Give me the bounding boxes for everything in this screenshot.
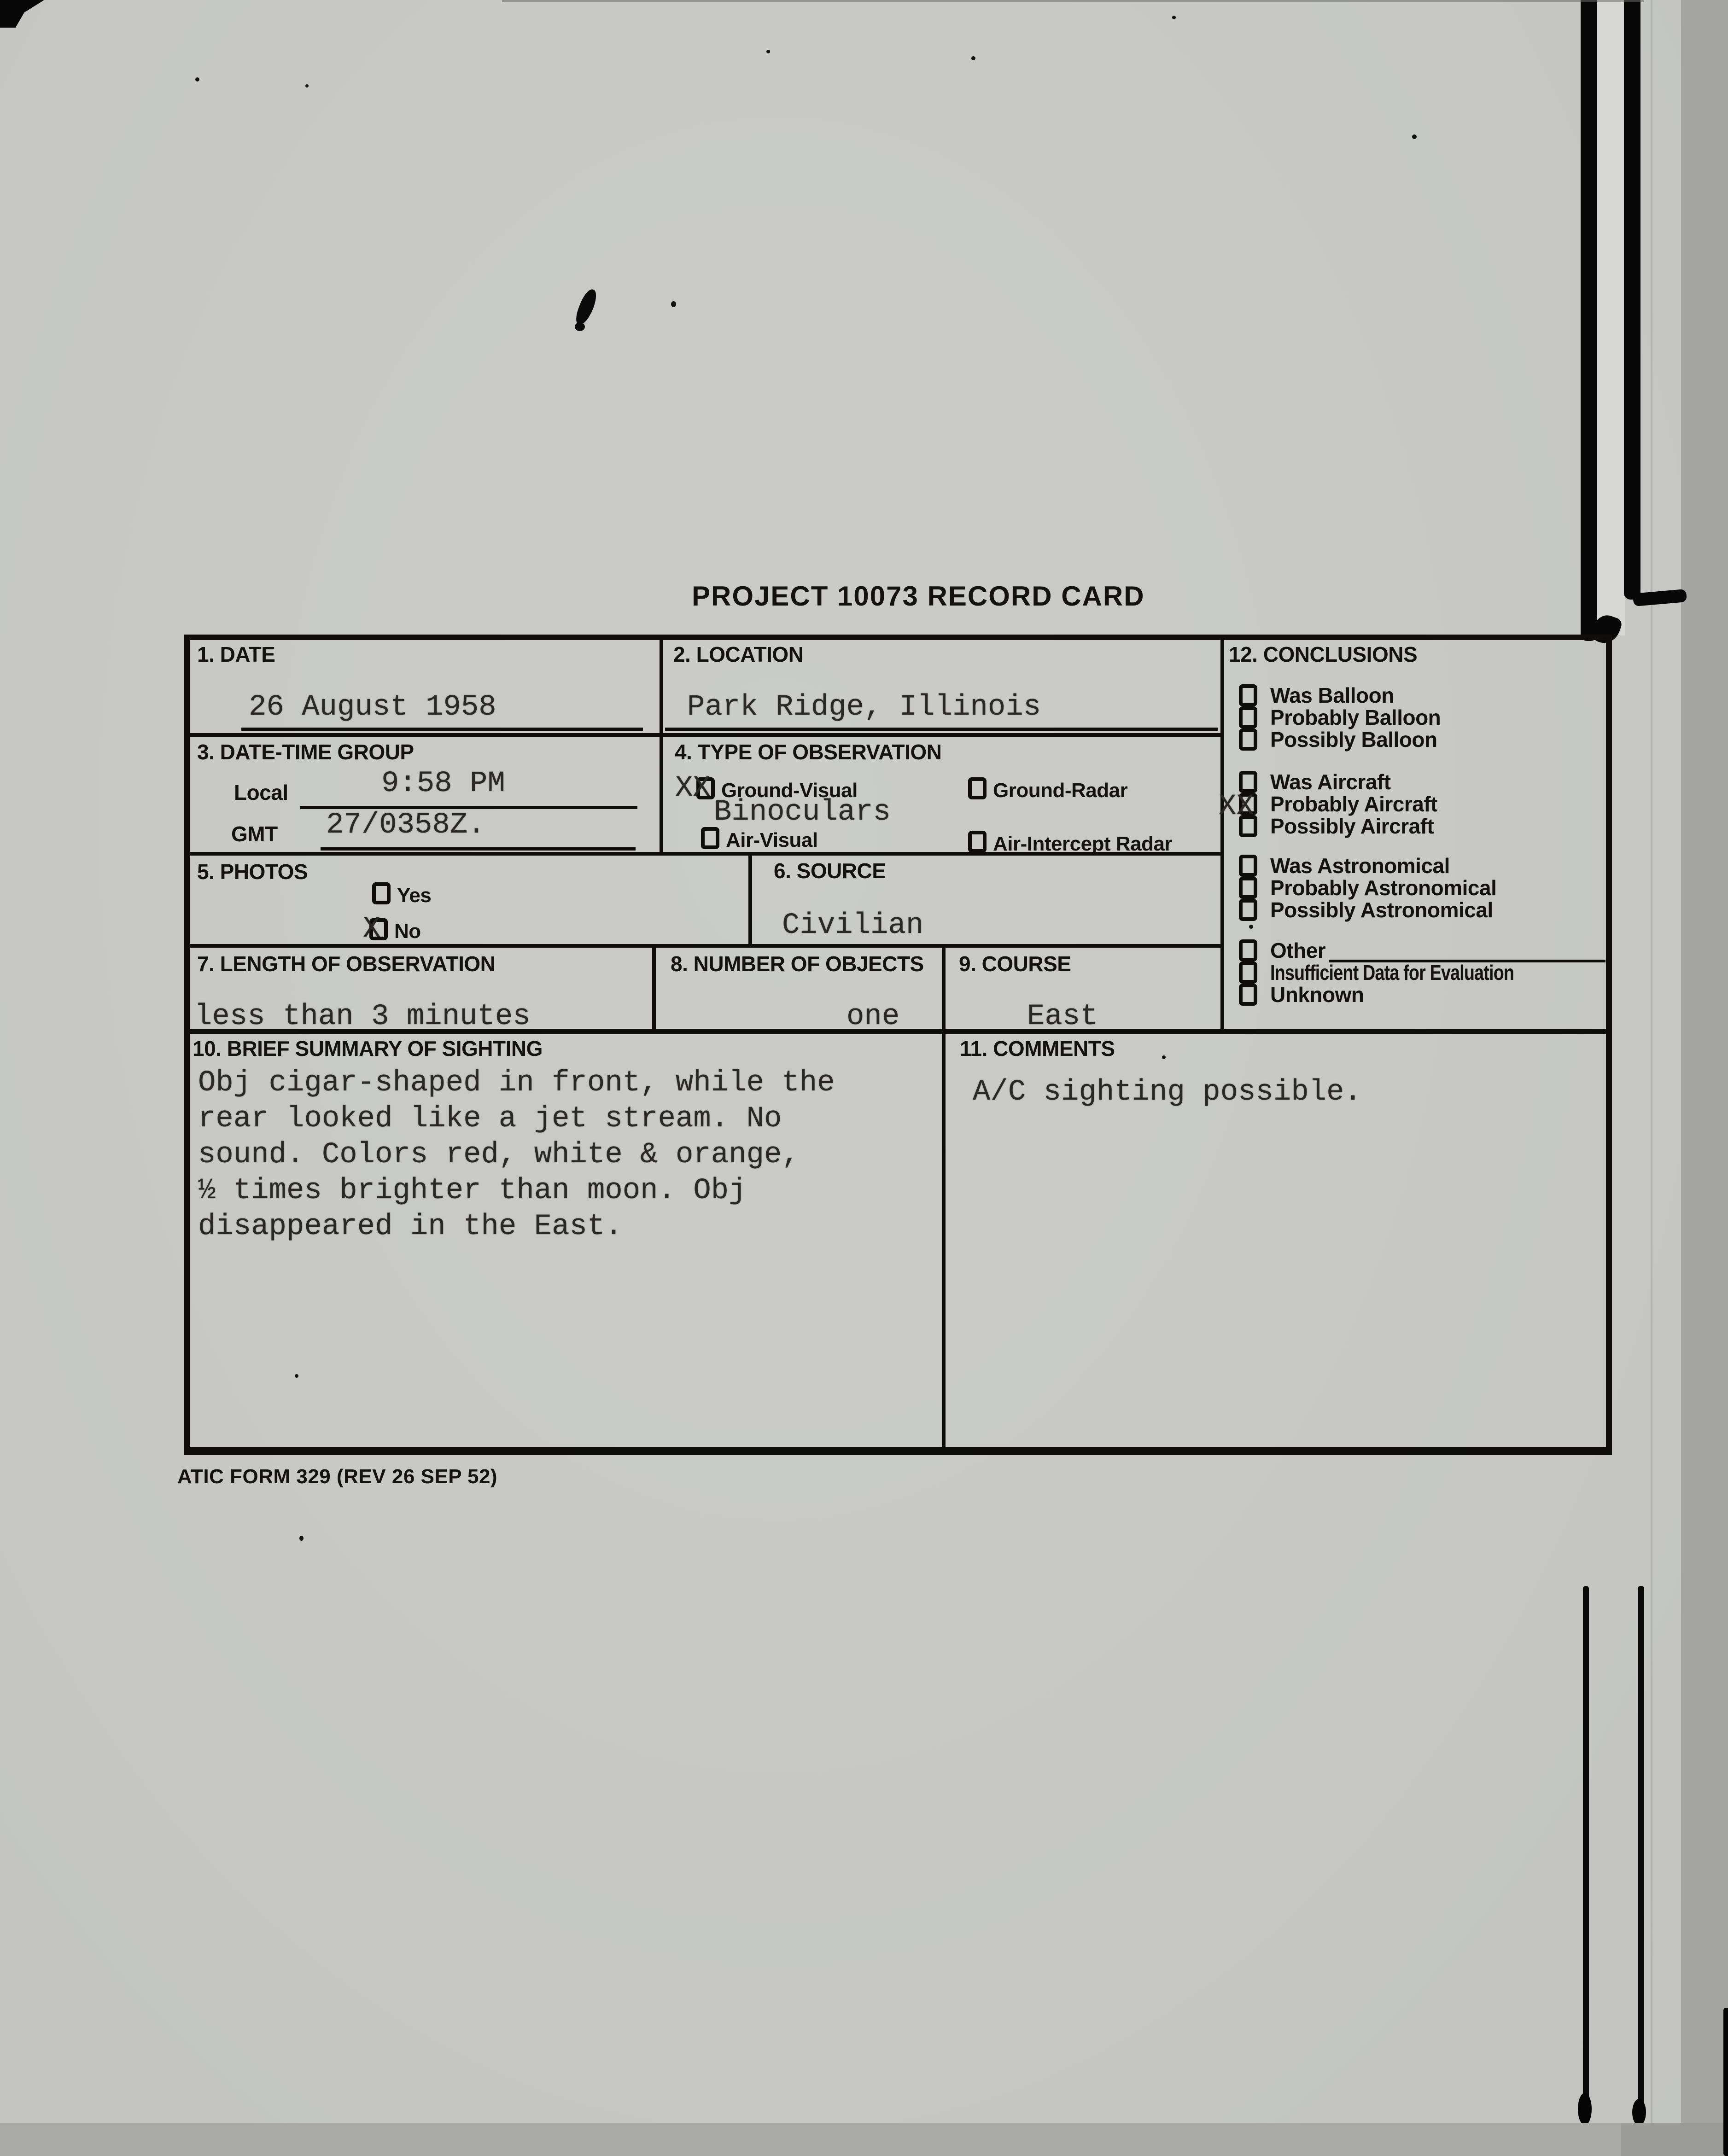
checkbox-ground-radar [968, 777, 987, 799]
page-title: PROJECT 10073 RECORD CARD [692, 581, 1145, 612]
form-number: ATIC FORM 329 (REV 26 SEP 52) [177, 1465, 498, 1488]
checkbox-icon [1239, 706, 1257, 728]
conclusion-item-probably-astronomical [1239, 877, 1496, 899]
dust-speck [671, 301, 676, 307]
comments-value: A/C sighting possible. [973, 1076, 1362, 1109]
length-of-observation-value: less than 3 minutes [194, 1000, 531, 1033]
local-time-value: 9:58 PM [381, 767, 505, 800]
length-of-observation-label: 7. LENGTH OF OBSERVATION [197, 952, 496, 976]
number-of-objects-value: one [846, 1000, 900, 1033]
film-scratch-blob [1578, 2093, 1592, 2125]
gmt-time-value: 27/0358Z. [326, 809, 485, 842]
card-border-right [1606, 635, 1612, 1455]
photos-no-label: No [394, 920, 421, 943]
checkbox-icon [1239, 728, 1257, 751]
conclusion-label: Possibly Astronomical [1270, 898, 1493, 922]
number-of-objects-label: 8. NUMBER OF OBJECTS [671, 952, 924, 976]
conclusion-label: Probably Balloon [1270, 705, 1441, 729]
dust-speck [1172, 16, 1176, 19]
gmt-underline [321, 847, 636, 851]
date-value: 26 August 1958 [249, 691, 496, 724]
checkbox-icon [1239, 771, 1257, 793]
corner-ink-blob [0, 0, 44, 28]
conclusion-item-possibly-aircraft [1239, 815, 1434, 837]
pen-stroke-dot [575, 322, 585, 331]
grid-line [1220, 635, 1224, 1032]
conclusion-item-unknown [1239, 984, 1364, 1006]
date-underline [241, 728, 643, 731]
film-strip-dash-artifact [1633, 589, 1687, 606]
grid-line [942, 944, 946, 1032]
checkbox-icon [1239, 877, 1257, 899]
photos-label: 5. PHOTOS [197, 860, 308, 884]
photos-yes-label: Yes [397, 884, 432, 907]
summary-line: rear looked like a jet stream. No [198, 1102, 782, 1136]
checkbox-air-visual [701, 827, 719, 849]
typed-xx-mark-ground-visual: XX [675, 772, 711, 805]
location-value: Park Ridge, Illinois [687, 691, 1041, 724]
checkbox-icon [1239, 899, 1257, 921]
conclusion-label: Was Aircraft [1270, 770, 1391, 794]
location-label: 2. LOCATION [673, 642, 804, 666]
conclusion-label: Insufficient Data for Evaluation [1270, 961, 1514, 985]
scan-edge-band [1681, 0, 1728, 2156]
grid-line [660, 635, 663, 855]
paper-edge-shadow [1651, 0, 1652, 2156]
pen-stroke-mark [573, 287, 599, 327]
source-label: 6. SOURCE [774, 859, 886, 883]
gmt-label: GMT [231, 822, 278, 846]
conclusion-label: Probably Aircraft [1270, 792, 1438, 816]
ground-visual-label: Ground-Visual [721, 779, 858, 802]
conclusion-item-was-aircraft [1239, 771, 1391, 793]
source-value: Civilian [782, 909, 924, 942]
summary-line: Obj cigar-shaped in front, while the [198, 1066, 835, 1100]
card-border-bottom [184, 1447, 1612, 1455]
conclusion-label: Probably Astronomical [1270, 876, 1497, 900]
date-label: 1. DATE [197, 642, 275, 666]
conclusion-label: Was Astronomical [1270, 854, 1450, 878]
grid-line [184, 733, 1223, 737]
air-intercept-radar-label: Air-Intercept Radar [993, 833, 1173, 855]
conclusion-label: Other [1270, 938, 1326, 962]
film-strip-bar-right [1624, 0, 1640, 600]
conclusion-item-was-astronomical [1239, 855, 1450, 877]
scan-top-line [502, 0, 1644, 2]
film-scratch-line [1638, 1586, 1644, 2123]
conclusion-label: Possibly Aircraft [1270, 814, 1434, 838]
dust-speck [971, 56, 975, 60]
film-scratch-blob [1632, 2099, 1646, 2126]
typed-x-mark-photos-no: X [363, 913, 381, 946]
dust-speck [299, 1536, 304, 1541]
type-of-observation-label: 4. TYPE OF OBSERVATION [675, 740, 942, 764]
summary-line: sound. Colors red, white & orange, [198, 1138, 800, 1171]
checkbox-air-intercept-radar [968, 831, 987, 853]
dust-speck [195, 77, 199, 82]
conclusion-item-probably-balloon [1239, 706, 1441, 728]
summary-line: ½ times brighter than moon. Obj [198, 1174, 747, 1207]
course-value: East [1027, 1000, 1098, 1033]
comments-label: 11. COMMENTS [960, 1037, 1115, 1061]
conclusion-item-insufficient-data [1239, 961, 1567, 984]
typed-xx-mark-probably-aircraft: XX [1219, 790, 1254, 823]
grid-line [942, 1029, 946, 1455]
card-border-top [184, 635, 1612, 640]
scan-bottom-band-dark [1621, 2123, 1728, 2156]
conclusions-label: 12. CONCLUSIONS [1229, 642, 1418, 666]
course-label: 9. COURSE [959, 952, 1071, 976]
checkbox-icon [1239, 939, 1257, 961]
record-card [184, 635, 1612, 1455]
dust-speck [1412, 134, 1417, 139]
conclusion-label: Unknown [1270, 983, 1364, 1007]
conclusion-item-probably-aircraft [1239, 793, 1437, 815]
air-visual-label: Air-Visual [726, 829, 818, 851]
location-underline [665, 728, 1218, 731]
film-strip-artifact [1596, 0, 1625, 635]
checkbox-icon [1239, 684, 1257, 706]
ground-radar-label: Ground-Radar [993, 779, 1128, 802]
grid-line [184, 944, 1223, 948]
scan-bottom-band [0, 2123, 1728, 2156]
checkbox-icon [1239, 984, 1257, 1006]
conclusion-label: Possibly Balloon [1270, 728, 1437, 752]
film-strip-bar-left [1581, 0, 1597, 641]
grid-line [748, 852, 752, 947]
brief-summary-label: 10. BRIEF SUMMARY OF SIGHTING [193, 1037, 543, 1061]
checkbox-icon [1239, 855, 1257, 877]
card-border-left [184, 635, 190, 1455]
checkbox-icon [1239, 961, 1257, 984]
grid-line [652, 944, 656, 1032]
date-time-group-label: 3. DATE-TIME GROUP [197, 740, 414, 764]
dust-speck [766, 50, 770, 53]
film-scratch-line [1583, 1586, 1589, 2123]
conclusion-label: Was Balloon [1270, 683, 1394, 707]
conclusion-item-possibly-balloon [1239, 728, 1437, 751]
conclusion-item-other [1239, 939, 1325, 961]
film-edge-artifact [1723, 2008, 1728, 2156]
summary-line: disappeared in the East. [198, 1210, 623, 1243]
checkbox-photos-yes [372, 882, 391, 904]
local-label: Local [234, 781, 288, 804]
conclusion-item-was-balloon [1239, 684, 1394, 706]
dust-speck [305, 84, 309, 87]
binoculars-annotation: Binoculars [714, 796, 891, 829]
conclusion-item-possibly-astronomical [1239, 899, 1493, 921]
